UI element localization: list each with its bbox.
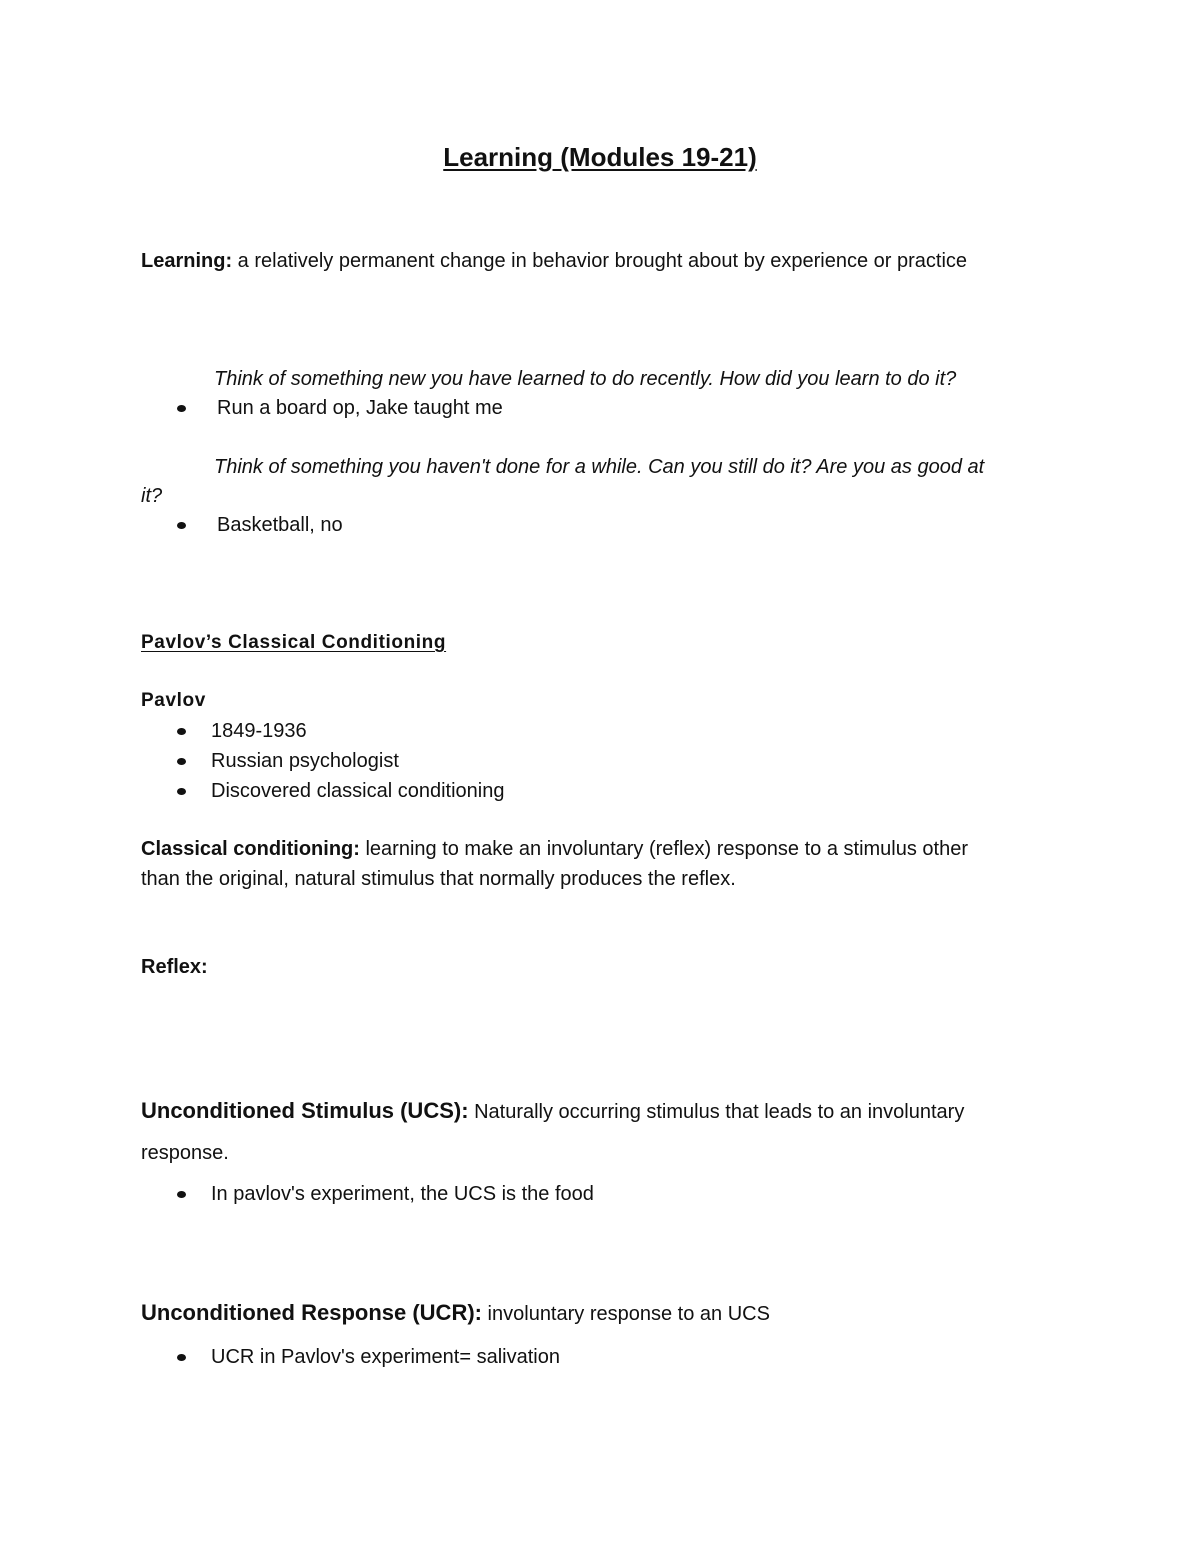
reflex-term: Reflex: [141,956,208,978]
learning-term: Learning: [141,250,233,272]
bullet-icon [177,522,186,529]
learning-text: a relatively permanent change in behavior brought about by experience or practice [232,250,968,272]
classical-conditioning-line1 [141,834,968,864]
learning-definition [141,246,967,276]
ucs-term: Unconditioned Stimulus (UCS): [141,1098,469,1123]
list-item: In pavlov's experiment, the UCS is the food [211,1183,594,1205]
classical-conditioning-line2: than the original, natural stimulus that normally produces the reflex. [141,868,736,890]
prompt-1-question: Think of something new you have learned to do recently. How did you learn to do it? [214,368,957,390]
list-item: Discovered classical conditioning [211,780,505,802]
classical-conditioning-text: learning to make an involuntary (reflex) response to a stimulus other [359,838,968,860]
ucr-term: Unconditioned Response (UCR): [141,1300,482,1325]
section-heading: Pavlov’s Classical Conditioning [141,632,447,653]
list-item: UCR in Pavlov's experiment= salivation [211,1346,560,1368]
prompt-2-question-line2: it? [141,485,163,507]
pavlov-heading: Pavlov [141,690,206,711]
prompt-1-answer: Run a board op, Jake taught me [217,397,503,419]
bullet-icon [177,1191,186,1198]
prompt-2-question-line1: Think of something you haven't done for a while. Can you still do it? Are you as good at [214,456,985,478]
bullet-icon [177,788,186,795]
prompt-2-answer: Basketball, no [217,514,343,536]
classical-conditioning-term: Classical conditioning: [141,838,360,860]
bullet-icon [177,728,186,735]
ucs-line1 [141,1098,964,1124]
ucs-text: Naturally occurring stimulus that leads to an involuntary [468,1101,965,1123]
bullet-icon [177,758,186,765]
list-item: 1849-1936 [211,720,307,742]
list-item: Russian psychologist [211,750,399,772]
bullet-icon [177,1354,186,1361]
ucr-line [141,1300,770,1326]
page-title: Learning (Modules 19-21) [443,142,757,172]
ucr-text: involuntary response to an UCS [482,1303,770,1325]
ucs-line2: response. [141,1142,229,1164]
bullet-icon [177,405,186,412]
